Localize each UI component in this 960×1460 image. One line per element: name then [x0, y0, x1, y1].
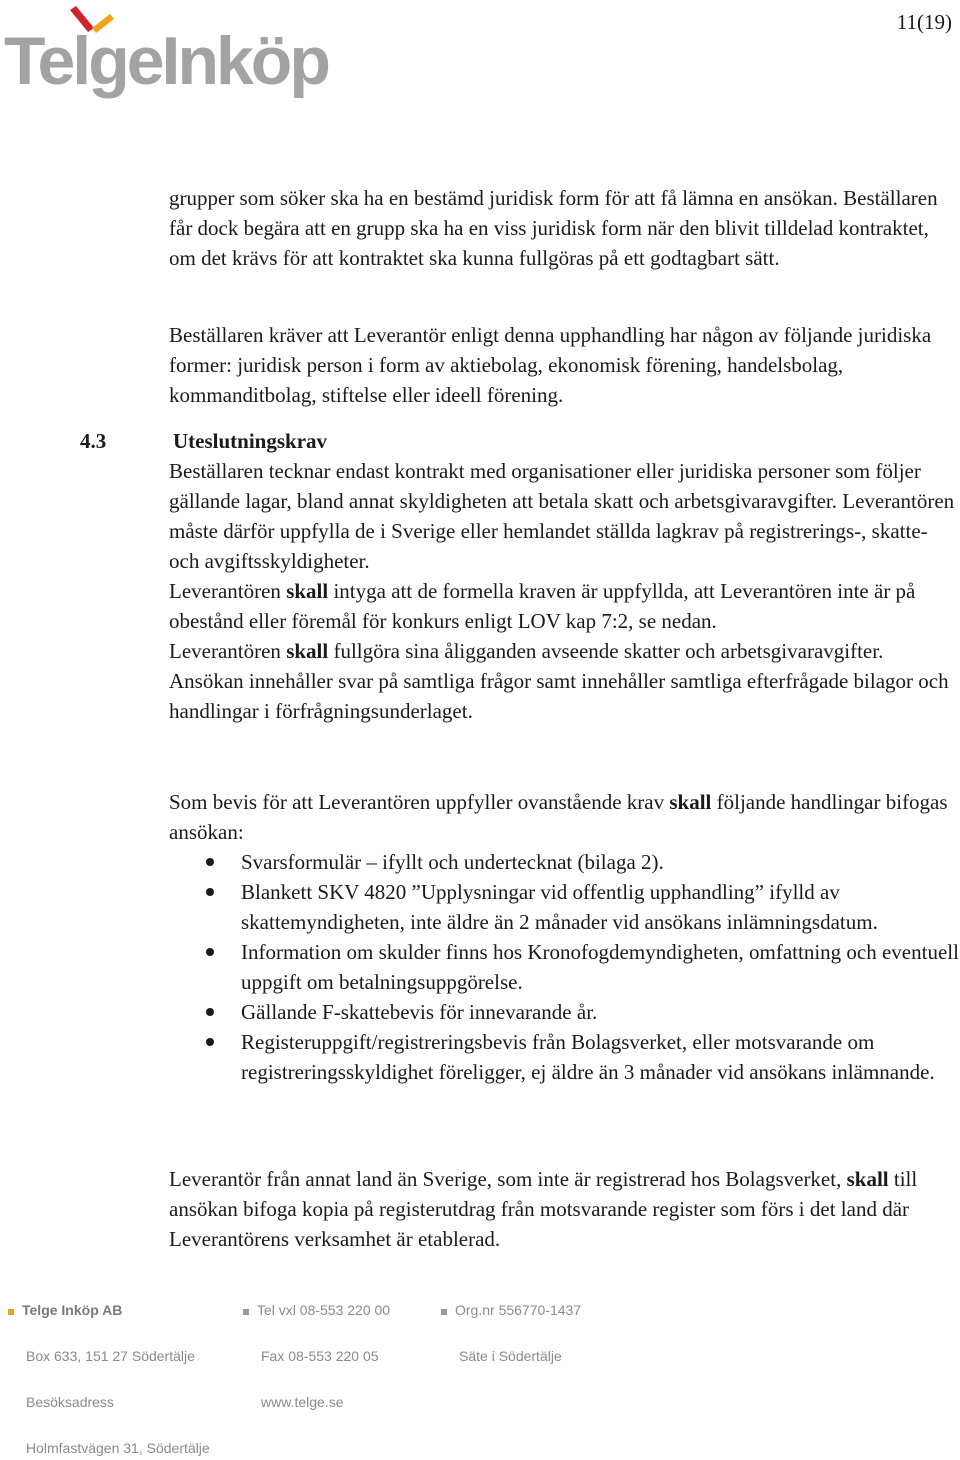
- section-paragraph-4: Ansökan innehåller svar på samtliga frågor samt innehåller samtliga efterfrågade bilagor och handlingar i förfrågningsunderlaget.: [169, 669, 949, 723]
- requirements-list: [169, 847, 959, 1087]
- footer-tel: Tel vxl 08-553 220 00: [243, 1302, 390, 1318]
- bullet-icon: [206, 1008, 214, 1016]
- footer-fax: Fax 08-553 220 05: [261, 1348, 379, 1364]
- footer-web-link[interactable]: www.telge.se: [261, 1394, 344, 1410]
- emphasis-skall: skall: [286, 579, 329, 603]
- list-item: Blankett SKV 4820 ”Upplysningar vid offentlig upphandling” ifylld av skattemyndigheten, inte äldre än 2 månader vid ansökans inlämningsdatum.: [169, 877, 959, 937]
- bullet-icon: [206, 1038, 214, 1046]
- list-item: Information om skulder finns hos Kronofogdemyndigheten, omfattning och eventuell uppgift om betalningsuppgörelse.: [169, 937, 959, 997]
- list-item: Gällande F-skattebevis för innevarande år.: [169, 997, 959, 1027]
- section-paragraph-1: Beställaren tecknar endast kontrakt med organisationer eller juridiska personer som följer gällande lagar, bland annat skyldigheten att betala skatt och arbetsgivaravgifter. Leverantören måste därför uppfylla de i Sverige eller hemlandet ställda lagkrav på registrerings-, skatte- och avgiftsskyldigheter.: [169, 459, 955, 573]
- footer-visit-address: Holmfastvägen 31, Södertälje: [26, 1440, 210, 1456]
- list-item: Registeruppgift/registreringsbevis från Bolagsverket, eller motsvarande om registreringsskyldighet föreligger, ej äldre än 3 månader vid ansökans inlämnande.: [169, 1027, 959, 1087]
- page-footer: [0, 1290, 960, 1460]
- orange-square-icon: [8, 1309, 14, 1315]
- section-title: Uteslutningskrav: [173, 429, 328, 453]
- proof-paragraph: Som bevis för att Leverantören uppfyller ovanstående krav skall följande handlingar bifogas ansökan:: [169, 790, 948, 844]
- footer-visit-label: Besöksadress: [26, 1394, 114, 1410]
- page-number: 11(19): [896, 10, 952, 34]
- emphasis-skall: skall: [669, 790, 712, 814]
- grey-square-icon: [441, 1309, 447, 1315]
- section-paragraph-2: Leverantören skall intyga att de formella kraven är uppfyllda, att Leverantören inte är på obestånd eller föremål för konkurs enligt LOV kap 7:2, se nedan.: [169, 579, 916, 633]
- foreign-paragraph: Leverantör från annat land än Sverige, som inte är registrerad hos Bolagsverket, skall till ansökan bifoga kopia på registerutdrag från motsvarande register som förs i det land där Leverantörens verksamhet är etablerad.: [169, 1167, 918, 1251]
- intro-block: [169, 183, 959, 273]
- emphasis-skall: skall: [846, 1167, 889, 1191]
- intro-paragraph-2: Beställaren kräver att Leverantör enligt denna upphandling har någon av följande juridiska former: juridisk person i form av aktiebolag, ekonomisk förening, handelsbolag, kommanditbolag, stiftelse eller ideell förening.: [169, 323, 932, 407]
- telge-inkop-logo: [4, 2, 328, 99]
- footer-org: Org.nr 556770-1437: [441, 1302, 581, 1318]
- section-paragraph-3: Leverantören skall fullgöra sina åligganden avseende skatter och arbetsgivaravgifter.: [169, 639, 884, 663]
- section-body: [169, 456, 959, 726]
- emphasis-skall: skall: [286, 639, 329, 663]
- intro-paragraph-1: grupper som söker ska ha en bestämd juridisk form för att få lämna en ansökan. Beställaren får dock begära att en grupp ska ha en viss juridisk form när den blivit tilldelad kontraktet, om det krävs för att kontraktet ska kunna fullgöras på ett godtagbart sätt.: [169, 186, 938, 270]
- intro-block-2: [169, 320, 959, 410]
- bullet-icon: [206, 948, 214, 956]
- section-number: 4.3: [80, 429, 107, 453]
- foreign-block: [169, 1164, 959, 1254]
- proof-block: [169, 787, 959, 1087]
- bullet-icon: [206, 858, 214, 866]
- footer-box: Box 633, 151 27 Södertälje: [26, 1348, 195, 1364]
- footer-seat: Säte i Södertälje: [459, 1348, 562, 1364]
- footer-company: Telge Inköp AB: [8, 1302, 122, 1318]
- list-item: Svarsformulär – ifyllt och undertecknat (bilaga 2).: [169, 847, 959, 877]
- grey-square-icon: [243, 1309, 249, 1315]
- logo-wordmark: TelgeInköp: [4, 23, 328, 99]
- bullet-icon: [206, 888, 214, 896]
